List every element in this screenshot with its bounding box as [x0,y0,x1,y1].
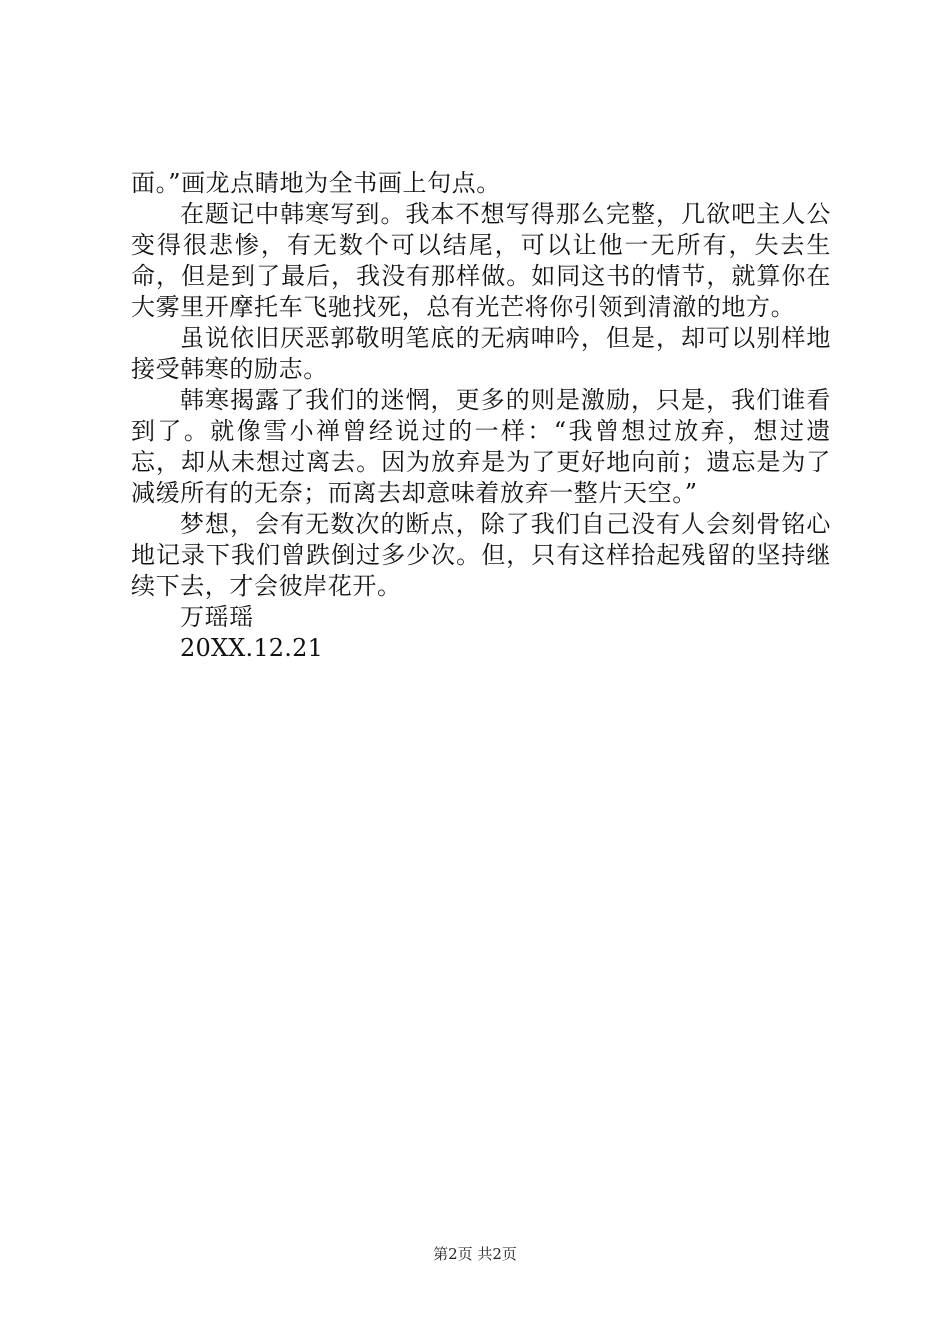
author-signature: 万瑶瑶 [180,603,254,631]
document-date: 20XX.12.21 [180,634,324,662]
paragraph: 梦想，会有无数次的断点，除了我们自己没有人会刻骨铭心地记录下我们曾跌倒过多少次。但，只有这样拾起残留的坚持继续下去，才会彼岸花开。 [131,510,831,600]
paragraph: 虽说依旧厌恶郭敬明笔底的无病呻吟，但是，却可以别样地接受韩寒的励志。 [131,324,831,383]
paragraph-continuation: 面。”画龙点睛地为全书画上句点。 [131,169,501,197]
paragraph: 韩寒揭露了我们的迷惘，更多的则是激励，只是，我们谁看到了。就像雪小禅曾经说过的一样：“我曾想过放弃，想过遗忘，却从未想过离去。因为放弃是为了更好地向前；遗忘是为了减缓所有的无奈；而离去却意味着放弃一整片天空。” [131,386,831,507]
paragraph: 在题记中韩寒写到。我本不想写得那么完整，几欲吧主人公变得很悲惨，有无数个可以结尾，可以让他一无所有，失去生命，但是到了最后，我没有那样做。如同这书的情节，就算你在大雾里开摩托车飞驰找死，总有光芒将你引领到清澈的地方。 [131,200,831,321]
page-footer: 第2页 共2页 [433,1245,517,1263]
document-body [131,168,831,664]
